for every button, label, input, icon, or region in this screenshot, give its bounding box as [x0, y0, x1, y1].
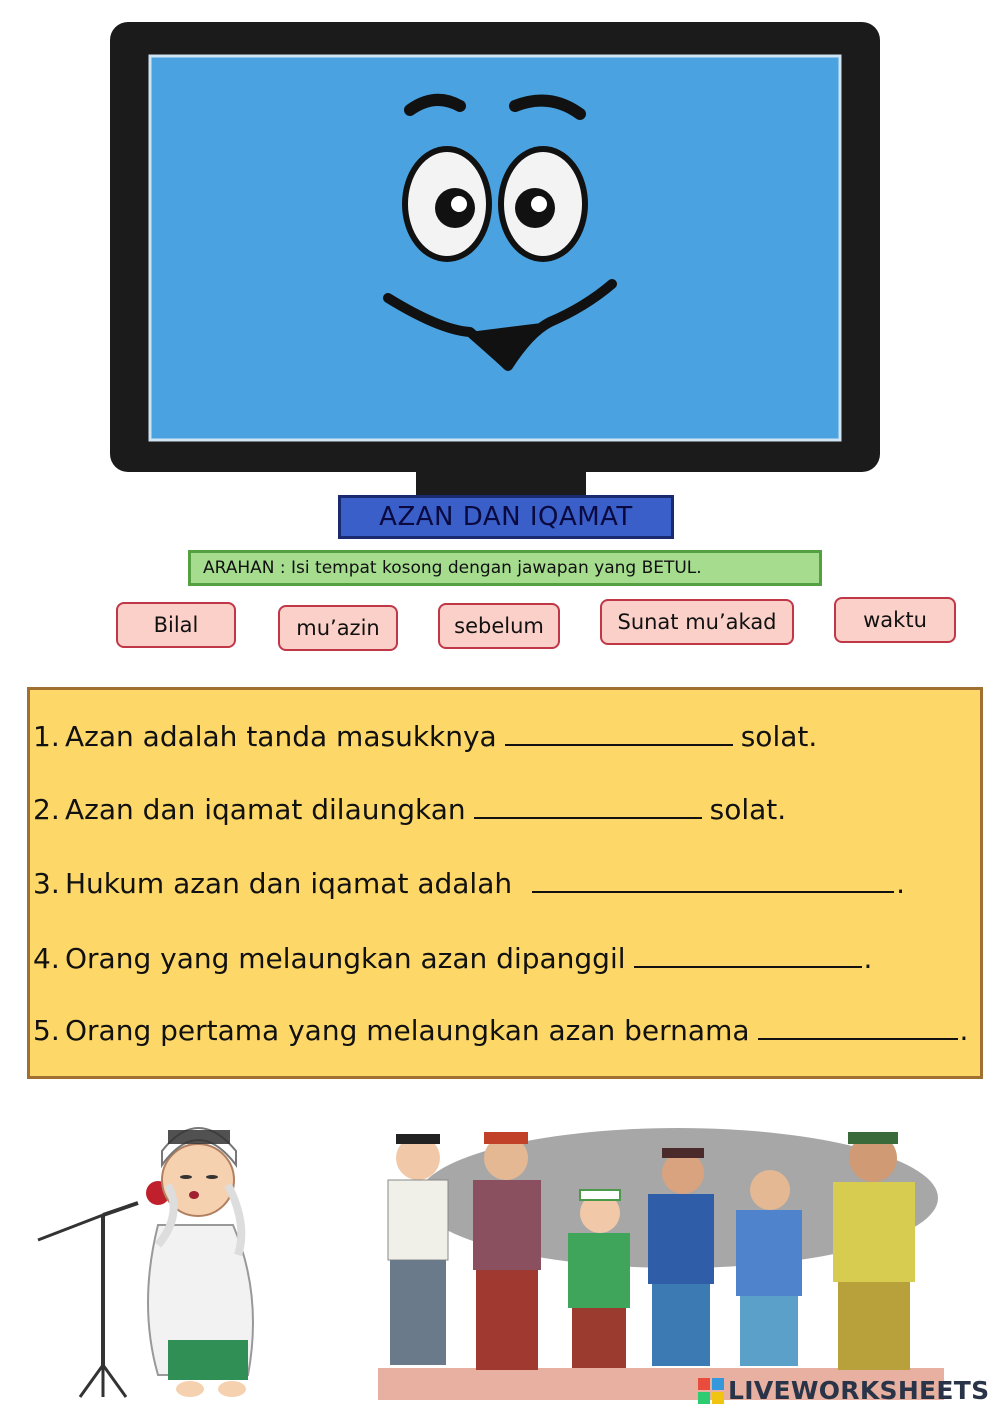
question-text: Azan adalah tanda masukknya: [65, 720, 497, 753]
question-suffix: .: [896, 867, 906, 900]
question-text: Hukum azan dan iqamat adalah: [65, 867, 513, 900]
worksheet-title-box: [338, 495, 674, 539]
question-1: [33, 720, 817, 753]
question-suffix: .: [959, 1014, 969, 1047]
instruction-text: ARAHAN : Isi tempat kosong dengan jawapan yang BETUL.: [203, 558, 702, 578]
muazin-illustration: [18, 1085, 268, 1403]
question-text: Orang yang melaungkan azan dipanggil: [65, 942, 626, 975]
liveworksheets-watermark: [698, 1376, 989, 1405]
question-suffix: solat.: [709, 793, 787, 826]
answer-blank-4[interactable]: [634, 944, 862, 968]
answer-blank-1[interactable]: [505, 722, 733, 746]
word-chip-muazin[interactable]: mu’azin: [278, 605, 398, 651]
question-4: [33, 942, 872, 975]
word-chip-bilal[interactable]: Bilal: [116, 602, 236, 648]
question-3: [33, 867, 905, 900]
word-chip-waktu[interactable]: waktu: [834, 597, 956, 643]
question-text: Orang pertama yang melaungkan azan bernama: [65, 1014, 750, 1047]
question-number: 1.: [33, 720, 60, 753]
worksheet-title: AZAN DAN IQAMAT: [379, 502, 633, 532]
answer-blank-5[interactable]: [758, 1016, 958, 1040]
instruction-box: [188, 550, 822, 586]
question-suffix: solat.: [740, 720, 818, 753]
watermark-text: LIVEWORKSHEETS: [728, 1376, 990, 1405]
question-text: Azan dan iqamat dilaungkan: [65, 793, 466, 826]
question-suffix: .: [863, 942, 873, 975]
question-2: [33, 793, 786, 826]
answer-blank-3[interactable]: [532, 869, 894, 893]
word-chip-sunat-muakad[interactable]: Sunat mu’akad: [600, 599, 794, 645]
question-number: 5.: [33, 1014, 60, 1047]
question-number: 3.: [33, 867, 60, 900]
question-number: 2.: [33, 793, 60, 826]
question-number: 4.: [33, 942, 60, 975]
congregation-prayer-illustration: [378, 1118, 944, 1400]
word-chip-sebelum[interactable]: sebelum: [438, 603, 560, 649]
answer-blank-2[interactable]: [474, 795, 702, 819]
question-5: [33, 1014, 968, 1047]
liveworksheets-logo-icon: [698, 1378, 724, 1404]
tv-smiley-illustration: [110, 22, 880, 472]
